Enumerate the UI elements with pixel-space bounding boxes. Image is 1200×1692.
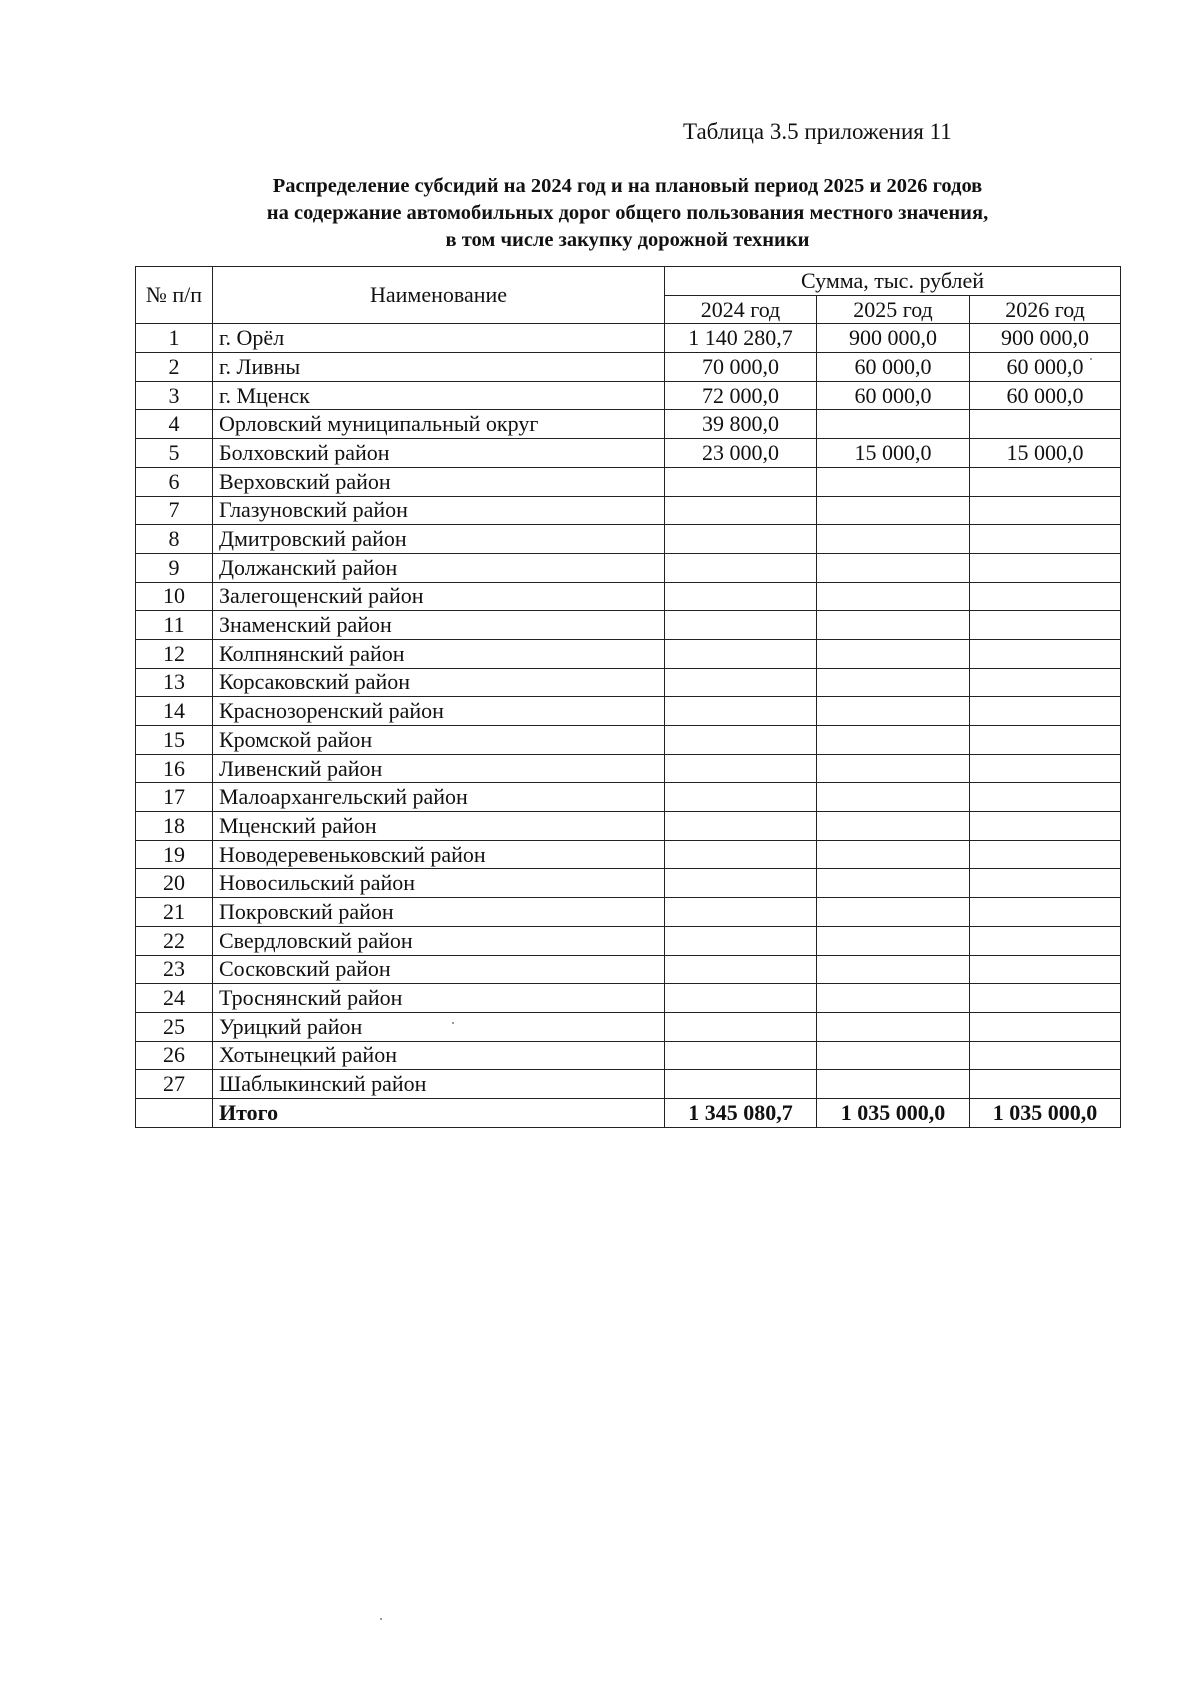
municipality-name-cell: Знаменский район [213, 611, 665, 640]
amount-2024-cell [665, 1070, 817, 1099]
amount-2026-cell [970, 525, 1121, 554]
table-body [136, 324, 1121, 1127]
amount-2024-cell: 70 000,0 [665, 353, 817, 382]
amount-2026-cell [970, 926, 1121, 955]
amount-2024-cell [665, 553, 817, 582]
row-number-cell: 21 [136, 898, 213, 927]
table-row [136, 754, 1121, 783]
amount-2026-cell [970, 582, 1121, 611]
row-number-cell: 20 [136, 869, 213, 898]
amount-2025-cell [817, 582, 970, 611]
title-line: Распределение субсидий на 2024 год и на плановый период 2025 и 2026 годов [272, 175, 983, 197]
table-row [136, 467, 1121, 496]
municipality-name-cell: Троснянский район [213, 984, 665, 1013]
table-row [136, 1070, 1121, 1099]
amount-2025-cell [817, 410, 970, 439]
table-row [136, 984, 1121, 1013]
amount-2024-cell: 1 345 080,7 [665, 1098, 817, 1127]
amount-2025-cell [817, 812, 970, 841]
amount-2025-cell [817, 496, 970, 525]
amount-2024-cell [665, 840, 817, 869]
amount-2025-cell [817, 553, 970, 582]
table-row [136, 639, 1121, 668]
municipality-name-cell: Краснозоренский район [213, 697, 665, 726]
table-row [136, 955, 1121, 984]
amount-2025-cell [817, 525, 970, 554]
document-title [135, 173, 1120, 254]
municipality-name-cell: Болховский район [213, 439, 665, 468]
row-number-cell: 12 [136, 639, 213, 668]
municipality-name-cell: Шаблыкинский район [213, 1070, 665, 1099]
row-number-cell: 5 [136, 439, 213, 468]
scan-speck [380, 1618, 382, 1620]
amount-2025-cell [817, 1012, 970, 1041]
row-number-cell: 4 [136, 410, 213, 439]
amount-2024-cell [665, 869, 817, 898]
amount-2026-cell [970, 1041, 1121, 1070]
municipality-name-cell: Орловский муниципальный округ [213, 410, 665, 439]
row-number-cell: 19 [136, 840, 213, 869]
amount-2026-cell [970, 1012, 1121, 1041]
municipality-name-cell: Корсаковский район [213, 668, 665, 697]
amount-2026-cell [970, 984, 1121, 1013]
table-row [136, 668, 1121, 697]
municipality-name-cell: Ливенский район [213, 754, 665, 783]
row-number-cell: 8 [136, 525, 213, 554]
table-row [136, 869, 1121, 898]
amount-2026-cell [970, 467, 1121, 496]
municipality-name-cell: Покровский район [213, 898, 665, 927]
municipality-name-cell: Новодеревеньковский район [213, 840, 665, 869]
municipality-name-cell: Дмитровский район [213, 525, 665, 554]
header-sum-group: Сумма, тыс. рублей [665, 267, 1121, 296]
amount-2024-cell [665, 926, 817, 955]
scan-speck [452, 1022, 454, 1024]
municipality-name-cell: Новосильский район [213, 869, 665, 898]
table-row [136, 840, 1121, 869]
row-number-cell: 6 [136, 467, 213, 496]
title-line: в том числе закупку дорожной техники [445, 229, 810, 251]
municipality-name-cell: Верховский район [213, 467, 665, 496]
row-number-cell: 14 [136, 697, 213, 726]
title-line: на содержание автомобильных дорог общего пользования местного значения, [266, 202, 989, 224]
amount-2026-cell: 60 000,0 [970, 353, 1121, 382]
amount-2024-cell [665, 898, 817, 927]
amount-2026-cell [970, 553, 1121, 582]
table-row [136, 812, 1121, 841]
municipality-name-cell: Мценский район [213, 812, 665, 841]
row-number-cell: 13 [136, 668, 213, 697]
municipality-name-cell: Колпнянский район [213, 639, 665, 668]
row-number-cell: 3 [136, 381, 213, 410]
amount-2025-cell [817, 754, 970, 783]
appendix-reference: Таблица 3.5 приложения 11 [683, 119, 952, 144]
header-year-2026: 2026 год [970, 295, 1121, 324]
municipality-name-cell: Хотынецкий район [213, 1041, 665, 1070]
amount-2024-cell [665, 582, 817, 611]
amount-2026-cell [970, 1070, 1121, 1099]
amount-2026-cell [970, 668, 1121, 697]
amount-2024-cell [665, 783, 817, 812]
row-number-cell: 18 [136, 812, 213, 841]
row-number-cell: 16 [136, 754, 213, 783]
municipality-name-cell: Должанский район [213, 553, 665, 582]
amount-2024-cell [665, 467, 817, 496]
amount-2026-cell: 900 000,0 [970, 324, 1121, 353]
row-number-cell: 1 [136, 324, 213, 353]
amount-2024-cell [665, 525, 817, 554]
amount-2026-cell [970, 869, 1121, 898]
row-number-cell: 23 [136, 955, 213, 984]
header-year-2024: 2024 год [665, 295, 817, 324]
amount-2024-cell: 72 000,0 [665, 381, 817, 410]
amount-2025-cell [817, 697, 970, 726]
row-number-cell: 26 [136, 1041, 213, 1070]
amount-2025-cell [817, 783, 970, 812]
amount-2025-cell [817, 955, 970, 984]
table-header [136, 267, 1121, 324]
amount-2026-cell [970, 410, 1121, 439]
table-row [136, 496, 1121, 525]
amount-2026-cell: 60 000,0 [970, 381, 1121, 410]
amount-2024-cell [665, 984, 817, 1013]
header-row [136, 267, 1121, 296]
municipality-name-cell: Залегощенский район [213, 582, 665, 611]
header-name: Наименование [213, 267, 665, 324]
municipality-name-cell: Сосковский район [213, 955, 665, 984]
amount-2026-cell [970, 726, 1121, 755]
amount-2024-cell: 1 140 280,7 [665, 324, 817, 353]
amount-2026-cell [970, 611, 1121, 640]
amount-2026-cell [970, 898, 1121, 927]
subsidy-table [135, 266, 1121, 1128]
table-row [136, 898, 1121, 927]
row-number-cell [136, 1098, 213, 1127]
amount-2024-cell [665, 496, 817, 525]
amount-2024-cell [665, 639, 817, 668]
header-year-2025: 2025 год [817, 295, 970, 324]
amount-2024-cell [665, 754, 817, 783]
amount-2026-cell [970, 639, 1121, 668]
row-number-cell: 22 [136, 926, 213, 955]
municipality-name-cell: г. Мценск [213, 381, 665, 410]
table-row [136, 697, 1121, 726]
table-row [136, 783, 1121, 812]
amount-2025-cell [817, 611, 970, 640]
municipality-name-cell: Глазуновский район [213, 496, 665, 525]
amount-2024-cell [665, 1012, 817, 1041]
amount-2026-cell [970, 697, 1121, 726]
amount-2025-cell [817, 1070, 970, 1099]
amount-2025-cell [817, 726, 970, 755]
amount-2026-cell: 1 035 000,0 [970, 1098, 1121, 1127]
table-row [136, 324, 1121, 353]
table-row [136, 525, 1121, 554]
row-number-cell: 25 [136, 1012, 213, 1041]
amount-2025-cell [817, 467, 970, 496]
row-number-cell: 9 [136, 553, 213, 582]
amount-2025-cell: 900 000,0 [817, 324, 970, 353]
amount-2025-cell [817, 869, 970, 898]
row-number-cell: 2 [136, 353, 213, 382]
amount-2025-cell: 15 000,0 [817, 439, 970, 468]
amount-2025-cell [817, 668, 970, 697]
amount-2025-cell [817, 639, 970, 668]
row-number-cell: 11 [136, 611, 213, 640]
table-row [136, 381, 1121, 410]
amount-2024-cell: 39 800,0 [665, 410, 817, 439]
amount-2025-cell [817, 926, 970, 955]
amount-2024-cell [665, 1041, 817, 1070]
amount-2025-cell [817, 840, 970, 869]
amount-2024-cell: 23 000,0 [665, 439, 817, 468]
amount-2025-cell: 60 000,0 [817, 381, 970, 410]
table-row [136, 410, 1121, 439]
municipality-name-cell: г. Орёл [213, 324, 665, 353]
amount-2024-cell [665, 697, 817, 726]
total-row [136, 1098, 1121, 1127]
amount-2026-cell [970, 955, 1121, 984]
table-row [136, 726, 1121, 755]
amount-2025-cell [817, 898, 970, 927]
table-row [136, 1012, 1121, 1041]
municipality-name-cell: Кромской район [213, 726, 665, 755]
row-number-cell: 15 [136, 726, 213, 755]
amount-2026-cell [970, 754, 1121, 783]
row-number-cell: 27 [136, 1070, 213, 1099]
amount-2026-cell [970, 840, 1121, 869]
amount-2024-cell [665, 812, 817, 841]
amount-2024-cell [665, 611, 817, 640]
table-row [136, 553, 1121, 582]
municipality-name-cell: г. Ливны [213, 353, 665, 382]
amount-2025-cell: 1 035 000,0 [817, 1098, 970, 1127]
table-row [136, 353, 1121, 382]
row-number-cell: 7 [136, 496, 213, 525]
table-row [136, 1041, 1121, 1070]
row-number-cell: 17 [136, 783, 213, 812]
amount-2025-cell [817, 984, 970, 1013]
amount-2024-cell [665, 726, 817, 755]
table-row [136, 439, 1121, 468]
amount-2024-cell [665, 955, 817, 984]
amount-2025-cell [817, 1041, 970, 1070]
scan-speck [1090, 358, 1092, 360]
amount-2025-cell: 60 000,0 [817, 353, 970, 382]
municipality-name-cell: Малоархангельский район [213, 783, 665, 812]
municipality-name-cell: Урицкий район [213, 1012, 665, 1041]
row-number-cell: 24 [136, 984, 213, 1013]
municipality-name-cell: Свердловский район [213, 926, 665, 955]
amount-2026-cell [970, 496, 1121, 525]
amount-2024-cell [665, 668, 817, 697]
amount-2026-cell: 15 000,0 [970, 439, 1121, 468]
amount-2026-cell [970, 812, 1121, 841]
table-row [136, 611, 1121, 640]
municipality-name-cell: Итого [213, 1098, 665, 1127]
row-number-cell: 10 [136, 582, 213, 611]
table-row [136, 926, 1121, 955]
amount-2026-cell [970, 783, 1121, 812]
header-num: № п/п [136, 267, 213, 324]
table-row [136, 582, 1121, 611]
